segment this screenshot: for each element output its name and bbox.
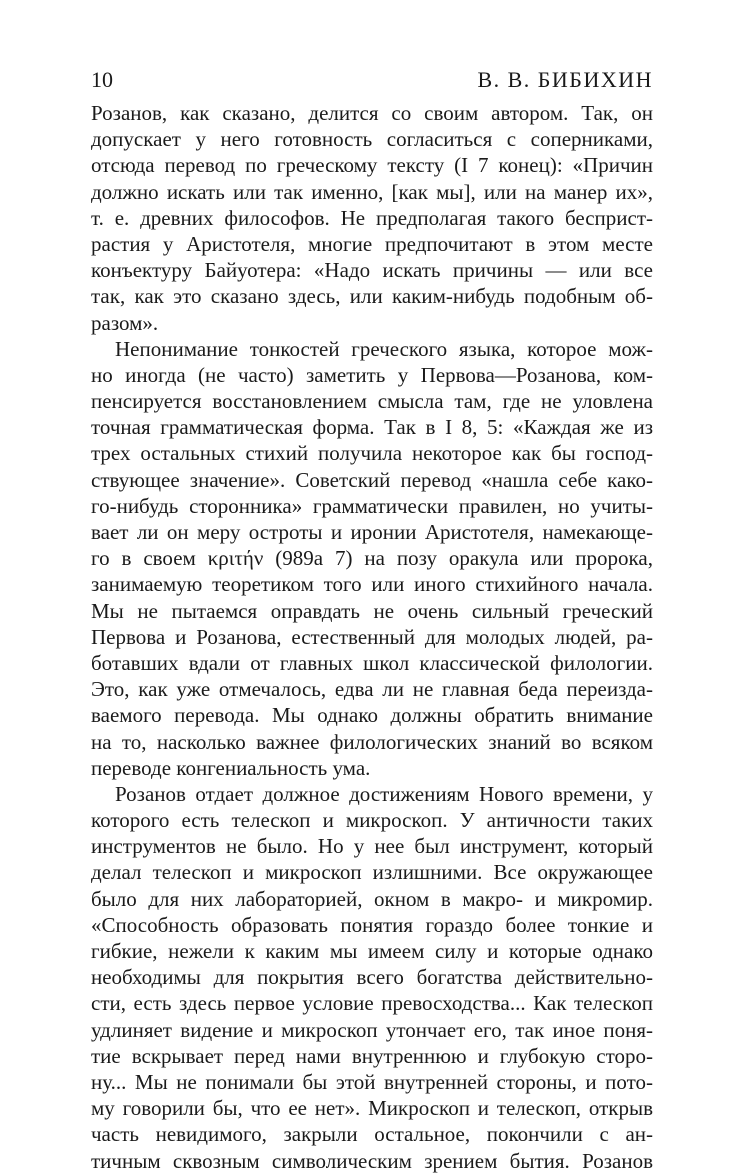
text-line: делал телескоп и микроскоп излишними. Все окружающее xyxy=(91,860,653,885)
text-line: трех остальных стихий получила некоторое как бы господ- xyxy=(91,441,653,466)
text-line: Это, как уже отмечалось, едва ли не главная беда переизда- xyxy=(91,677,653,702)
text-line: Розанов отдает должное достижениям Нового времени, у xyxy=(115,781,653,806)
text-line: Розанов, как сказано, делится со своим автором. Так, он xyxy=(91,101,653,125)
text-line: инструментов не было. Но у нее был инструмент, который xyxy=(91,834,653,859)
text-line: разом». xyxy=(91,310,159,335)
text-line: удлиняет видение и микроскоп утончает его, так иное поня- xyxy=(91,1017,653,1042)
text-line: необходимы для покрытия всего богатства действительно- xyxy=(91,965,653,990)
text-line: тичным сквозным символическим зрением бытия. Розанов xyxy=(91,1148,653,1173)
text-line: ботавших вдали от главных школ классической филологии. xyxy=(91,650,653,675)
text-line: му говорили бы, что ее нет». Микроскоп и телескоп, открыв xyxy=(91,1096,653,1121)
text-line: на то, насколько важнее филологических знаний во всяком xyxy=(91,729,653,754)
text-line: вает ли он меру остроты и иронии Аристотеля, намекающе- xyxy=(91,520,653,544)
text-line: занимаемую теоретиком того или иного стихийного начала. xyxy=(91,572,653,597)
text-line: го-нибудь сторонника» грамматически правилен, но учиты- xyxy=(91,493,653,518)
text-line: было для них лабораторией, окном в макро- и микромир. xyxy=(91,886,653,911)
text-line: тие вскрывает перед нами внутреннюю и глубокую сторо- xyxy=(91,1043,653,1068)
running-head-author: В. В. БИБИХИН xyxy=(477,67,653,92)
text-line: отсюда перевод по греческому тексту (I 7 конец): «Причин xyxy=(91,153,653,178)
text-line: Непонимание тонкостей греческого языка, которое мож- xyxy=(115,336,653,361)
text-line: конъектуру Байуотера: «Надо искать причины — или все xyxy=(91,258,653,283)
text-line: которого есть телескоп и микроскоп. У античности таких xyxy=(91,808,653,833)
text-line: переводе конгениальность ума. xyxy=(91,755,371,780)
text-line: гибкие, нежели к каким мы имеем силу и которые однако xyxy=(91,939,653,963)
text-line: так, как это сказано здесь, или каким-нибудь подобным об- xyxy=(91,284,653,309)
text-line: часть невидимого, закрыли остальное, покончили с ан- xyxy=(91,1122,653,1147)
text-line: Мы не пытаемся оправдать не очень сильный греческий xyxy=(91,598,653,623)
text-line: точная грамматическая форма. Так в I 8, 5: «Каждая же из xyxy=(91,415,653,440)
running-head xyxy=(91,66,653,94)
text-line: Первова и Розанова, естественный для молодых людей, ра- xyxy=(91,624,653,649)
text-line: ваемого перевода. Мы однако должны обратить внимание xyxy=(91,703,653,728)
text-line: го в своем κριτήν (989a 7) на позу оракула или пророка, xyxy=(91,546,653,571)
text-line: должно искать или так именно, [как мы], или на манер их», xyxy=(91,179,653,204)
text-line: т. е. древних философов. Не предполагая такого бесприст- xyxy=(91,205,653,230)
text-line: сти, есть здесь первое условие превосходства... Как телескоп xyxy=(91,991,653,1016)
text-line: ствующее значение». Советский перевод «нашла себе како- xyxy=(91,467,653,492)
text-line: допускает у него готовность согласиться с соперниками, xyxy=(91,127,653,152)
text-line: пенсируется восстановлением смысла там, где не уловлена xyxy=(91,389,653,414)
text-line: растия у Аристотеля, многие предпочитают в этом месте xyxy=(91,231,653,256)
page-number: 10 xyxy=(91,67,113,92)
text-line: «Способность образовать понятия гораздо более тонкие и xyxy=(91,912,653,937)
text-line: но иногда (не часто) заметить у Первова—Розанова, ком- xyxy=(91,362,653,387)
body-text xyxy=(91,100,653,1174)
text-line: ну... Мы не понимали бы этой внутренней стороны, и пото- xyxy=(91,1069,653,1094)
